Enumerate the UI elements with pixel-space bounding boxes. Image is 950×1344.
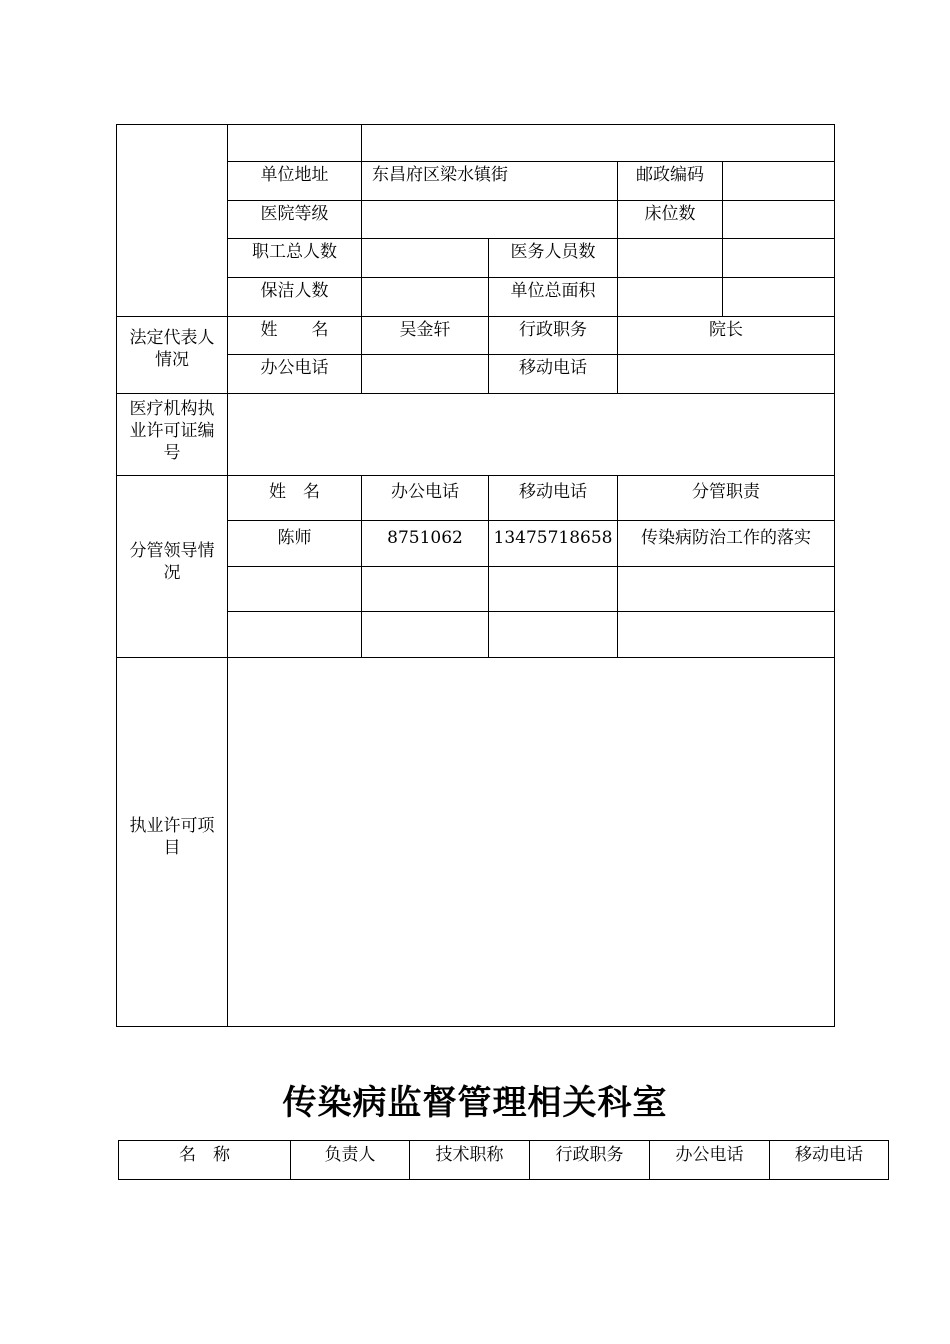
medical-staff-label: 医务人员数: [510, 242, 596, 262]
table-border-bottom: [116, 1026, 834, 1027]
leaders-header-duty: 分管职责: [692, 482, 760, 502]
col-divider: [361, 475, 362, 657]
legal-rep-mobile-label: 移动电话: [519, 358, 587, 378]
row-divider: [227, 200, 834, 201]
leaders-section-label: 分管领导情况: [129, 541, 215, 583]
row-divider: [227, 354, 834, 355]
legal-rep-name-label: 姓 名: [260, 320, 329, 340]
leader-office-phone: 8751062: [387, 528, 463, 548]
leader-duty: 传染病防治工作的落实: [641, 528, 811, 548]
table-border-left: [116, 124, 117, 1027]
legal-rep-position-value: 院长: [709, 320, 743, 340]
col-divider: [488, 475, 489, 657]
legal-rep-name-value: 吴金轩: [399, 320, 451, 340]
row-divider: [227, 520, 834, 521]
section-divider: [116, 393, 834, 394]
section-divider: [116, 475, 834, 476]
total-area-label: 单位总面积: [510, 281, 596, 301]
dept-table-border-top: [118, 1140, 888, 1141]
unit-address-label: 单位地址: [260, 165, 329, 185]
dept-header-position: 行政职务: [555, 1145, 624, 1165]
section-divider: [116, 657, 834, 658]
dept-header-office-phone: 办公电话: [675, 1145, 744, 1165]
leaders-header-name: 姓 名: [269, 482, 320, 502]
col-divider: [617, 238, 618, 393]
legal-rep-section-label: 法定代表人情况: [129, 328, 215, 370]
section-title: 传染病监督管理相关科室: [282, 1083, 668, 1123]
legal-rep-office-phone-label: 办公电话: [260, 358, 329, 378]
total-staff-label: 职工总人数: [252, 242, 337, 262]
postal-code-label: 邮政编码: [636, 165, 704, 185]
unit-address-value: 东昌府区梁水镇街: [372, 165, 508, 185]
dept-header-head: 负责人: [324, 1145, 376, 1165]
dept-col-divider: [888, 1140, 889, 1180]
dept-header-name: 名 称: [179, 1145, 230, 1165]
col-divider: [722, 161, 723, 316]
dept-table-border-bottom: [118, 1179, 888, 1180]
license-number-label: 医疗机构执业许可证编号: [129, 399, 215, 463]
leaders-header-mobile: 移动电话: [519, 482, 587, 502]
leader-mobile: 13475718658: [493, 528, 613, 548]
section-divider: [116, 316, 834, 317]
beds-label: 床位数: [644, 204, 696, 224]
cleaners-label: 保洁人数: [260, 281, 329, 301]
license-items-label: 执业许可项目: [129, 816, 215, 858]
dept-header-mobile: 移动电话: [795, 1145, 863, 1165]
col-divider: [617, 475, 618, 657]
legal-rep-position-label: 行政职务: [519, 320, 587, 340]
hospital-grade-label: 医院等级: [260, 204, 329, 224]
row-divider: [227, 161, 834, 162]
row-divider: [227, 238, 834, 239]
row-divider: [227, 277, 834, 278]
leader-name: 陈师: [277, 528, 312, 548]
table-border-top: [116, 124, 834, 125]
row-divider: [227, 566, 834, 567]
col-divider: [361, 124, 362, 393]
row-divider: [227, 611, 834, 612]
dept-header-tech-title: 技术职称: [435, 1145, 504, 1165]
table-border-right: [834, 124, 835, 1027]
leaders-header-office-phone: 办公电话: [391, 482, 459, 502]
